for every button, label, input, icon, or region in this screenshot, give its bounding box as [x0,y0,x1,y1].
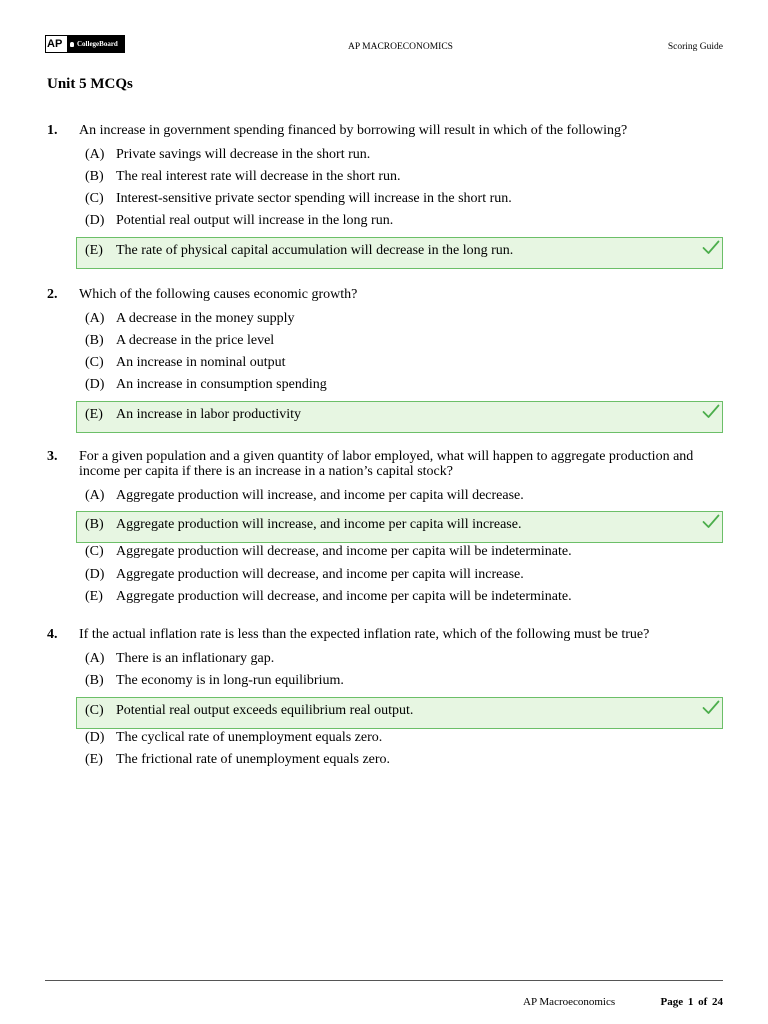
option-text: Potential real output will increase in the long run. [116,213,394,229]
question-stem [47,627,723,642]
option-text: The frictional rate of unemployment equals zero. [116,751,391,767]
option-letter: (E) [85,407,103,423]
answer-option-e [76,749,723,771]
question-text: An increase in government spending financed by borrowing will result in which of the following? [79,122,628,138]
option-text: Aggregate production will increase, and income per capita will increase. [116,517,522,533]
header-course-title: AP MACROECONOMICS [348,42,453,52]
question-3 [47,449,723,609]
answer-options [47,308,723,434]
option-text: Aggregate production will decrease, and income per capita will be indeterminate. [116,544,572,560]
answer-option-e [76,586,723,608]
option-text: A decrease in the money supply [116,310,295,326]
answer-option-d [76,564,723,586]
answer-options [47,144,723,270]
acorn-icon [70,42,74,47]
logo-ap-mark: AP [46,36,67,52]
option-letter: (C) [85,702,104,718]
page-title: Unit 5 MCQs [47,76,133,92]
option-letter: (B) [85,332,104,348]
question-4 [47,627,723,772]
answer-option-b [76,166,723,188]
answer-options [47,485,723,609]
option-text: A decrease in the price level [116,332,275,348]
answer-option-c [76,697,723,729]
option-letter: (D) [85,729,105,745]
answer-option-d [76,210,723,232]
option-text: Private savings will decrease in the short run. [116,146,371,162]
question-number: 3. [47,448,58,464]
answer-options [47,648,723,772]
answer-option-b [76,511,723,543]
answer-option-d [76,727,723,749]
answer-option-a [76,144,723,166]
question-number: 4. [47,626,58,642]
answer-option-d [76,374,723,396]
option-text: The economy is in long-run equilibrium. [116,672,344,688]
option-letter: (A) [85,310,105,326]
option-letter: (D) [85,377,105,393]
question-1 [47,123,723,268]
answer-option-c [76,188,723,210]
question-number: 2. [47,286,58,302]
answer-option-b [76,670,723,692]
logo-brand-block [67,36,124,52]
college-board-ap-logo [45,35,125,53]
option-letter: (E) [85,751,103,767]
option-letter: (A) [85,146,105,162]
answer-option-c [76,352,723,374]
question-stem [47,123,723,138]
answer-option-b [76,330,723,352]
check-icon [702,404,720,419]
option-letter: (D) [85,566,105,582]
option-letter: (B) [85,672,104,688]
option-text: An increase in consumption spending [116,377,327,393]
option-letter: (E) [85,588,103,604]
question-stem [47,287,723,302]
check-icon [702,240,720,255]
question-text: If the actual inflation rate is less than the expected inflation rate, which of the following must be true? [79,626,650,642]
option-text: There is an inflationary gap. [116,650,275,666]
option-letter: (B) [85,168,104,184]
answer-option-a [76,485,723,507]
check-icon [702,514,720,529]
option-text: Aggregate production will decrease, and income per capita will be indeterminate. [116,588,572,604]
logo-brand-name: CollegeBoard [77,40,118,48]
question-text: For a given population and a given quantity of labor employed, what will happen to aggregate production and income per capita if there is an increase in a nation’s capital stock? [79,448,694,479]
page-number: Page 1 of 24 [660,996,723,1008]
answer-option-e [76,401,723,433]
option-text: Interest-sensitive private sector spending will increase in the short run. [116,191,512,207]
option-letter: (B) [85,517,104,533]
check-icon [702,700,720,715]
option-text: The cyclical rate of unemployment equals zero. [116,729,383,745]
option-letter: (C) [85,355,104,371]
answer-option-c [76,541,723,563]
option-letter: (D) [85,213,105,229]
option-text: The real interest rate will decrease in the short run. [116,168,401,184]
answer-option-e [76,237,723,269]
option-text: An increase in nominal output [116,355,286,371]
answer-option-a [76,648,723,670]
footer-divider [45,980,723,981]
question-number: 1. [47,122,58,138]
header-document-type: Scoring Guide [667,42,723,52]
option-text: The rate of physical capital accumulation will decrease in the long run. [116,243,514,259]
question-stem [47,449,723,479]
option-letter: (A) [85,487,105,503]
option-text: Aggregate production will increase, and income per capita will decrease. [116,487,524,503]
question-2 [47,287,723,432]
question-text: Which of the following causes economic growth? [79,286,358,302]
option-text: Aggregate production will decrease, and income per capita will increase. [116,566,524,582]
option-text: An increase in labor productivity [116,407,302,423]
option-letter: (C) [85,191,104,207]
option-letter: (A) [85,650,105,666]
option-letter: (C) [85,544,104,560]
footer-course-name: AP Macroeconomics [523,996,616,1008]
option-text: Potential real output exceeds equilibrium real output. [116,702,414,718]
option-letter: (E) [85,243,103,259]
answer-option-a [76,308,723,330]
